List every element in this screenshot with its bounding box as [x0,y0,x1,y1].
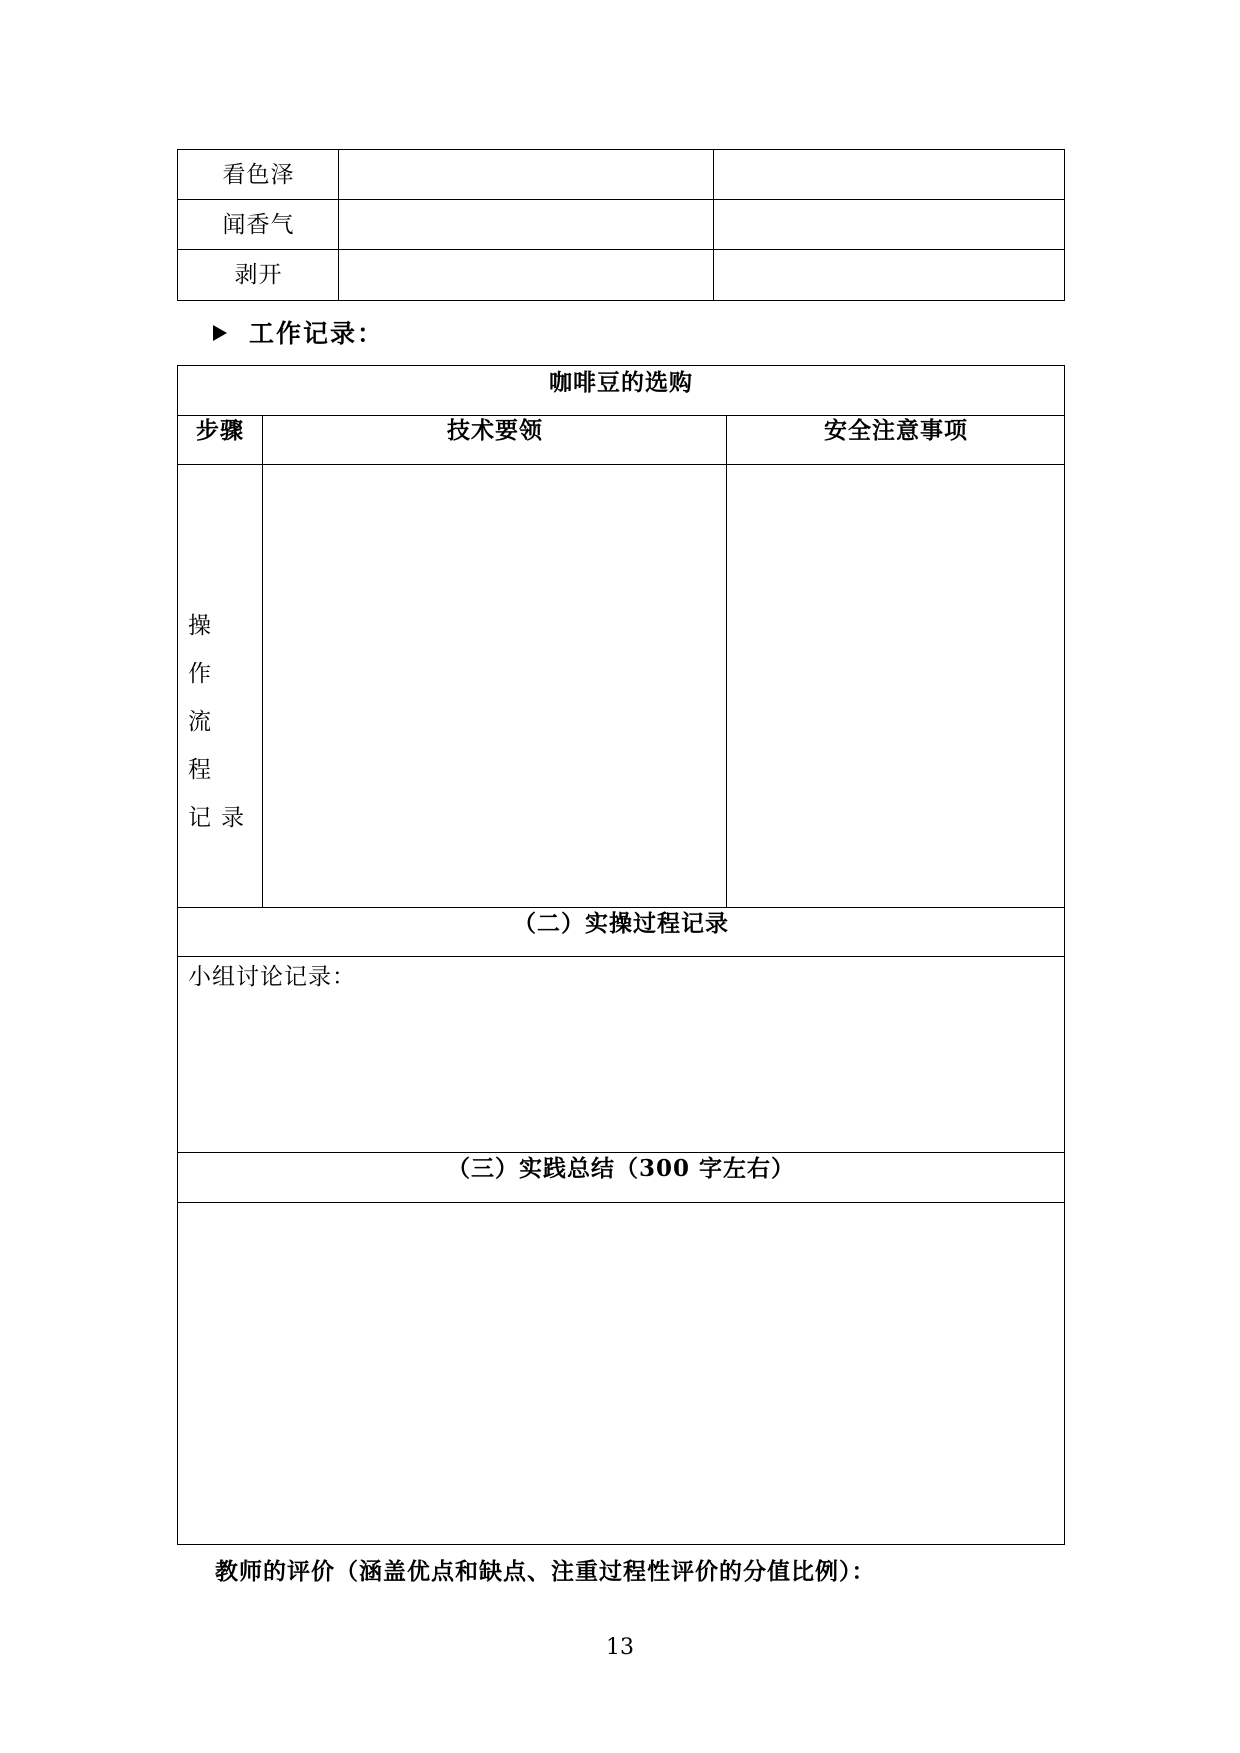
safety-input-area[interactable] [728,466,1063,906]
color-observation-cell[interactable] [340,150,712,200]
page-number: 13 [606,1635,634,1660]
aroma-note-cell[interactable] [715,200,1063,250]
side-label-line: 记录 [188,805,254,831]
color-note-cell[interactable] [715,150,1063,200]
aroma-observation-cell[interactable] [340,200,712,250]
table-row [178,200,1064,250]
table-divider [178,464,1064,465]
side-label-line: 流 程 [188,709,221,783]
group-discussion-input-area[interactable] [178,996,1063,1151]
sensory-table [177,149,1065,301]
table-row [178,150,1064,200]
arrow-bullet-icon [213,325,227,341]
table-divider [262,415,263,908]
step-header: 步骤 [196,417,244,444]
table-row [178,250,1064,300]
work-record-heading [213,316,384,352]
peel-observation-cell[interactable] [340,250,712,300]
record-table [177,365,1065,1545]
table-divider [726,415,727,908]
technique-input-area[interactable] [264,466,725,906]
technique-header: 技术要领 [447,417,543,444]
row-label: 看色泽 [222,162,295,188]
section-two-heading: （二）实操过程记录 [513,910,729,937]
row-label: 剥开 [234,262,283,288]
group-discussion-label: 小组讨论记录： [188,964,356,990]
table-divider [178,1202,1064,1203]
side-label-line: 操 作 [188,613,221,687]
table-divider [178,956,1064,957]
peel-note-cell[interactable] [715,250,1063,300]
safety-header: 安全注意事项 [824,417,968,444]
practice-summary-input-area[interactable] [178,1204,1063,1542]
operation-record-label [188,602,258,842]
record-table-title: 咖啡豆的选购 [549,369,693,396]
teacher-evaluation-label: 教师的评价（涵盖优点和缺点、注重过程性评价的分值比例）： [215,1558,876,1585]
section-three-heading: （三）实践总结（300 字左右） [446,1155,796,1182]
row-label: 闻香气 [222,212,295,238]
work-record-heading-text: 工作记录： [249,319,385,348]
